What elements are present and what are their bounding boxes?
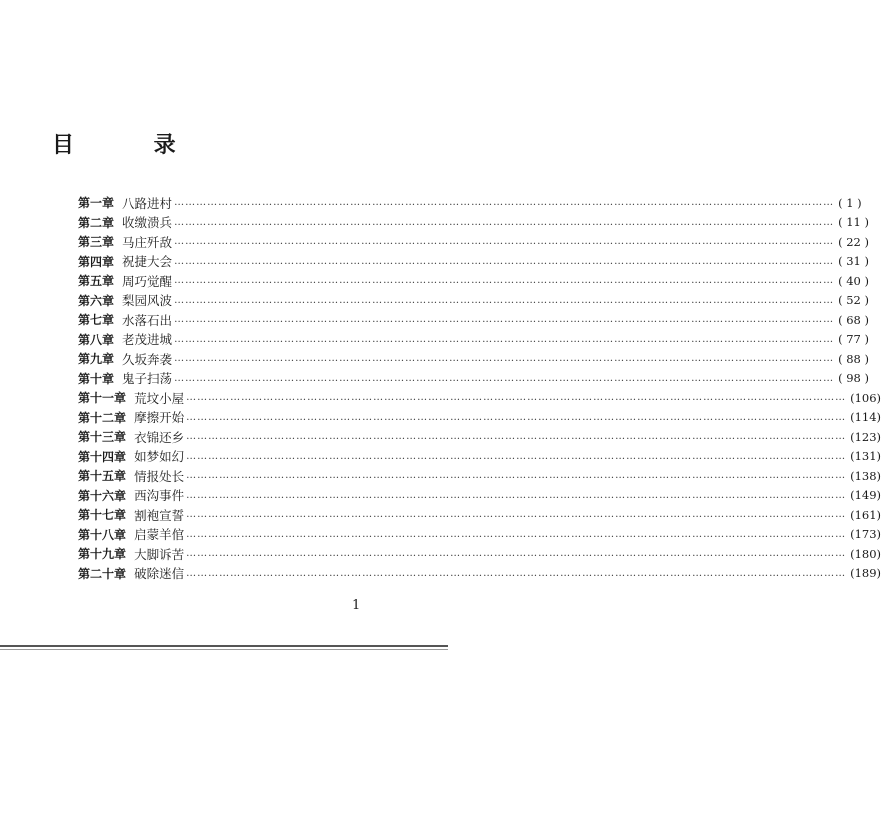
chapter-number: 第 十 七 章: [78, 508, 127, 523]
page-title: 目 录: [52, 132, 212, 158]
bottom-rule: [0, 645, 448, 647]
toc-entry[interactable]: [78, 310, 869, 330]
chapter-title: 收缴溃兵: [122, 215, 173, 231]
toc-entry[interactable]: [78, 213, 869, 233]
page-reference: ( 31 ): [838, 254, 869, 269]
table-of-contents: [78, 193, 881, 583]
chapter-number: 第 八 章: [78, 332, 115, 347]
chapter-title: 老茂进城: [122, 332, 173, 348]
page-reference: (131): [850, 449, 881, 464]
dot-leader: ………………………………………………………………………………………………………………………………………………………………: [174, 216, 835, 228]
page-reference: (138): [850, 468, 881, 483]
chapter-title: 衣锦还乡: [134, 429, 185, 445]
chapter-number: 第 十 八 章: [78, 527, 127, 542]
bottom-rule-faint: [0, 649, 448, 650]
chapter-number: 第 三 章: [78, 235, 115, 250]
toc-entry[interactable]: [78, 408, 881, 428]
dot-leader: ………………………………………………………………………………………………………………………………………………………………: [186, 489, 847, 501]
chapter-number: 第 九 章: [78, 352, 115, 367]
page-reference: ( 22 ): [838, 234, 869, 249]
dot-leader: ………………………………………………………………………………………………………………………………………………………………: [174, 333, 835, 345]
chapter-title: 启蒙羊倌: [134, 527, 185, 543]
toc-entry[interactable]: [78, 271, 869, 291]
chapter-number: 第 十 三 章: [78, 430, 127, 445]
dot-leader: ………………………………………………………………………………………………………………………………………………………………: [186, 470, 847, 482]
dot-leader: ………………………………………………………………………………………………………………………………………………………………: [186, 567, 847, 579]
chapter-title: 梨园风波: [122, 293, 173, 309]
page-reference: (114): [850, 410, 881, 425]
chapter-number: 第 五 章: [78, 274, 115, 289]
dot-leader: ………………………………………………………………………………………………………………………………………………………………: [174, 314, 835, 326]
dot-leader: ………………………………………………………………………………………………………………………………………………………………: [186, 528, 847, 540]
toc-entry[interactable]: [78, 330, 869, 350]
dot-leader: ………………………………………………………………………………………………………………………………………………………………: [186, 548, 847, 560]
chapter-title: 破除迷信: [134, 566, 185, 582]
chapter-title: 马庄歼敌: [122, 234, 173, 250]
dot-leader: ………………………………………………………………………………………………………………………………………………………………: [174, 197, 835, 209]
toc-entry[interactable]: [78, 466, 881, 486]
page-reference: (149): [850, 488, 881, 503]
dot-leader: ………………………………………………………………………………………………………………………………………………………………: [174, 236, 835, 248]
toc-entry[interactable]: [78, 252, 869, 272]
dot-leader: ………………………………………………………………………………………………………………………………………………………………: [186, 411, 847, 423]
chapter-number: 第 一 章: [78, 196, 115, 211]
dot-leader: ………………………………………………………………………………………………………………………………………………………………: [186, 431, 847, 443]
page-number: 1: [352, 598, 361, 613]
toc-entry[interactable]: [78, 232, 869, 252]
page-reference: (189): [850, 566, 881, 581]
chapter-title: 八路进村: [122, 195, 173, 211]
page-reference: (173): [850, 527, 881, 542]
dot-leader: ………………………………………………………………………………………………………………………………………………………………: [174, 294, 835, 306]
dot-leader: ………………………………………………………………………………………………………………………………………………………………: [174, 255, 835, 267]
chapter-title: 鬼子扫荡: [122, 371, 173, 387]
page-reference: (106): [850, 390, 881, 405]
chapter-number: 第 七 章: [78, 313, 115, 328]
chapter-title: 大脚诉苦: [134, 546, 185, 562]
page-reference: ( 77 ): [838, 332, 869, 347]
dot-leader: ………………………………………………………………………………………………………………………………………………………………: [174, 372, 835, 384]
chapter-title: 割袍宣誓: [134, 507, 185, 523]
page-reference: ( 68 ): [838, 312, 869, 327]
toc-entry[interactable]: [78, 193, 862, 213]
chapter-title: 摩擦开始: [134, 410, 185, 426]
toc-entry[interactable]: [78, 564, 881, 584]
chapter-number: 第 六 章: [78, 293, 115, 308]
chapter-number: 第 四 章: [78, 254, 115, 269]
dot-leader: ………………………………………………………………………………………………………………………………………………………………: [174, 353, 835, 365]
toc-entry[interactable]: [78, 291, 869, 311]
toc-entry[interactable]: [78, 369, 869, 389]
page-reference: (180): [850, 546, 881, 561]
page-reference: (161): [850, 507, 881, 522]
toc-entry[interactable]: [78, 388, 881, 408]
page-reference: ( 52 ): [838, 293, 869, 308]
toc-entry[interactable]: [78, 447, 881, 467]
chapter-number: 第 十 六 章: [78, 488, 127, 503]
dot-leader: ………………………………………………………………………………………………………………………………………………………………: [186, 509, 847, 521]
chapter-number: 第 十 五 章: [78, 469, 127, 484]
chapter-title: 周巧觉醒: [122, 273, 173, 289]
toc-entry[interactable]: [78, 349, 869, 369]
page-reference: (123): [850, 429, 881, 444]
toc-entry[interactable]: [78, 525, 881, 545]
chapter-title: 水落石出: [122, 312, 173, 328]
dot-leader: ………………………………………………………………………………………………………………………………………………………………: [186, 450, 847, 462]
chapter-number: 第 十 章: [78, 371, 115, 386]
chapter-number: 第 十 四 章: [78, 449, 127, 464]
chapter-number: 第 十 二 章: [78, 410, 127, 425]
toc-entry[interactable]: [78, 427, 881, 447]
chapter-number: 第 二 十 章: [78, 566, 127, 581]
chapter-title: 西沟事件: [134, 488, 185, 504]
chapter-title: 久坂奔袭: [122, 351, 173, 367]
chapter-number: 第 二 章: [78, 215, 115, 230]
page-reference: ( 98 ): [838, 371, 869, 386]
chapter-number: 第 十 一 章: [78, 391, 127, 406]
page-reference: ( 40 ): [838, 273, 869, 288]
chapter-title: 荒坟小屋: [134, 390, 185, 406]
page-reference: ( 1 ): [838, 195, 862, 210]
chapter-title: 如梦如幻: [134, 449, 185, 465]
chapter-number: 第 十 九 章: [78, 547, 127, 562]
toc-entry[interactable]: [78, 505, 881, 525]
dot-leader: ………………………………………………………………………………………………………………………………………………………………: [174, 275, 835, 287]
toc-entry[interactable]: [78, 544, 881, 564]
page-reference: ( 11 ): [838, 215, 869, 230]
page-reference: ( 88 ): [838, 351, 869, 366]
chapter-title: 祝捷大会: [122, 254, 173, 270]
toc-entry[interactable]: [78, 486, 881, 506]
chapter-title: 情报处长: [134, 468, 185, 484]
dot-leader: ………………………………………………………………………………………………………………………………………………………………: [186, 392, 847, 404]
